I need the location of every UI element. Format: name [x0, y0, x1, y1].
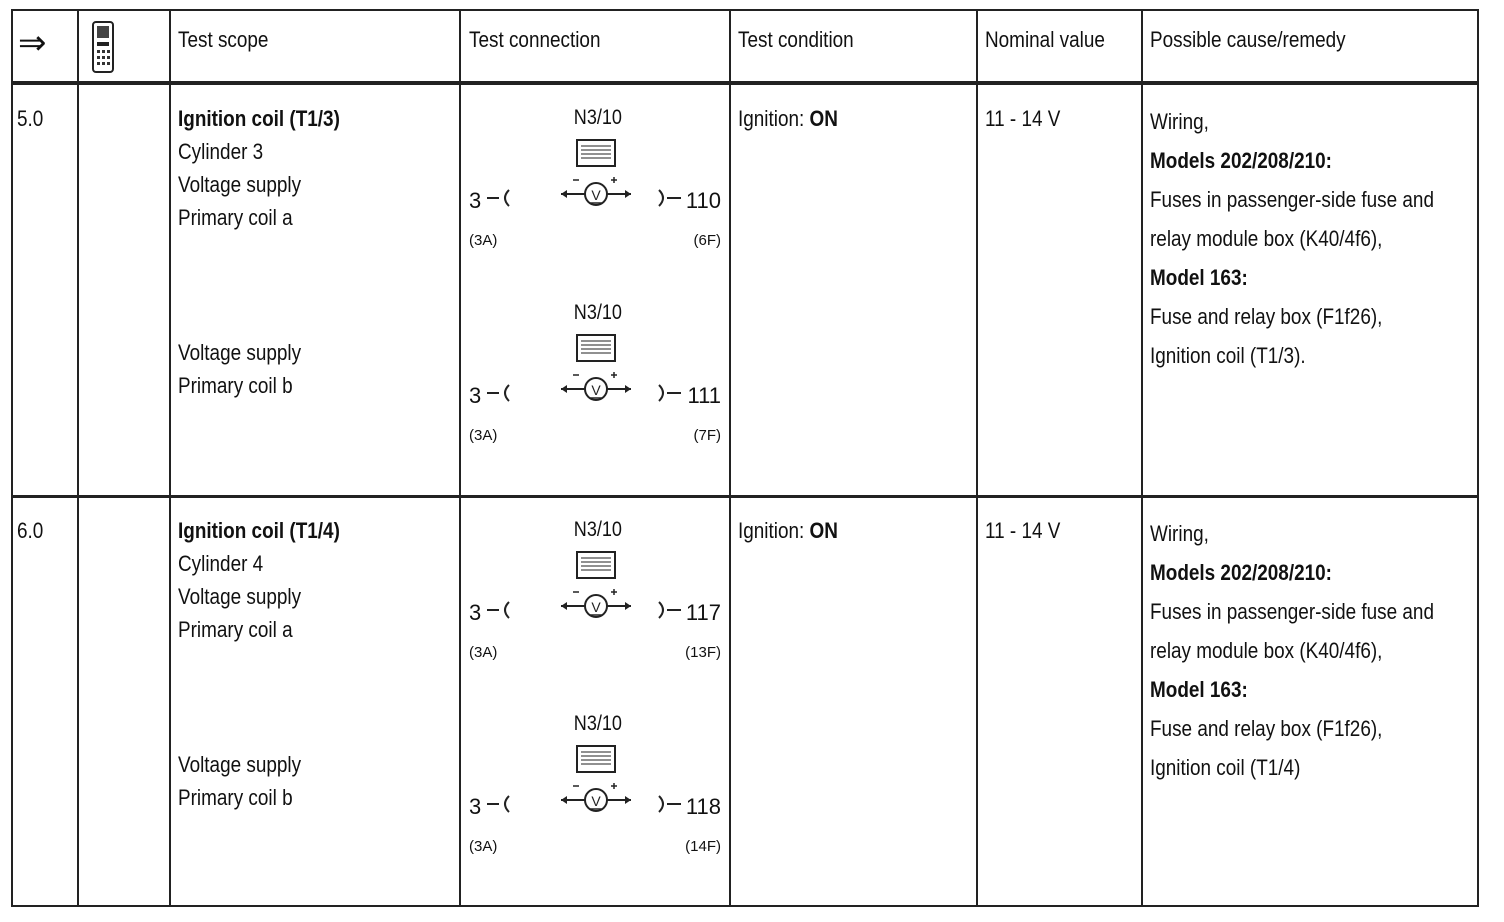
test-scope	[178, 102, 340, 234]
test-connection-diagram	[461, 506, 729, 686]
step-number: 6.0	[17, 518, 44, 543]
voltmeter-symbol	[461, 289, 729, 469]
condition-value: ON	[809, 518, 838, 543]
scope-line: Primary coil b	[178, 785, 293, 810]
scope-line: Primary coil a	[178, 617, 293, 642]
meter-label: V	[591, 599, 601, 615]
pin-left-sub: (3A)	[469, 427, 498, 444]
module-label: N3/10	[573, 712, 622, 735]
column-divider	[169, 9, 171, 907]
column-divider	[976, 9, 978, 907]
module-label: N3/10	[573, 106, 622, 129]
cause-line: Fuse and relay box (F1f26),	[1150, 716, 1383, 741]
cause-line: Fuses in passenger-side fuse and	[1150, 599, 1434, 624]
header-divider	[11, 81, 1479, 85]
voltmeter-symbol	[461, 700, 729, 880]
test-condition	[738, 514, 838, 547]
voltmeter-symbol	[461, 506, 729, 686]
module-label: N3/10	[573, 301, 622, 324]
pin-right-sub: (14F)	[685, 838, 721, 855]
scope-line: Cylinder 3	[178, 139, 264, 164]
column-divider	[729, 9, 731, 907]
cause-models: Models 202/208/210:	[1150, 148, 1332, 173]
step-number: 5.0	[17, 106, 44, 131]
test-connection-diagram	[461, 289, 729, 469]
module-label: N3/10	[573, 518, 622, 541]
header-possible-cause: Possible cause/remedy	[1150, 27, 1346, 52]
meter-label: V	[591, 382, 601, 398]
scope-line: Voltage supply	[178, 340, 302, 365]
nominal-value: 11 - 14 V	[985, 518, 1061, 543]
pin-left-sub: (3A)	[469, 644, 498, 661]
cause-line: Fuse and relay box (F1f26),	[1150, 304, 1383, 329]
test-connection-diagram	[461, 94, 729, 274]
scope-line: Voltage supply	[178, 172, 302, 197]
pin-left: 3	[469, 794, 482, 819]
condition-value: ON	[809, 106, 838, 131]
meter-label: V	[591, 793, 601, 809]
possible-cause	[1150, 102, 1434, 375]
voltmeter-symbol	[461, 94, 729, 274]
pin-left-sub: (3A)	[469, 232, 498, 249]
cause-line: Ignition coil (T1/4)	[1150, 755, 1301, 780]
scope-line: Primary coil a	[178, 205, 293, 230]
cause-line: Fuses in passenger-side fuse and	[1150, 187, 1434, 212]
test-scope-b	[178, 336, 301, 402]
scope-line: Primary coil b	[178, 373, 293, 398]
pin-right: 111	[687, 383, 721, 408]
nominal-value: 11 - 14 V	[985, 106, 1061, 131]
pin-right: 118	[685, 794, 721, 819]
possible-cause	[1150, 514, 1434, 787]
header-nominal-value: Nominal value	[985, 27, 1105, 52]
header-test-connection: Test connection	[469, 27, 601, 52]
cause-line: Wiring,	[1150, 521, 1209, 546]
arrow-icon: ⇒	[18, 24, 47, 62]
scope-line: Voltage supply	[178, 584, 302, 609]
test-condition	[738, 102, 838, 135]
header-test-condition: Test condition	[738, 27, 854, 52]
test-connection-diagram	[461, 700, 729, 880]
scope-line: Cylinder 4	[178, 551, 264, 576]
pin-left-sub: (3A)	[469, 838, 498, 855]
pin-left: 3	[469, 600, 482, 625]
handheld-tester-icon	[90, 20, 116, 74]
condition-label: Ignition:	[738, 518, 805, 543]
pin-left: 3	[469, 383, 482, 408]
pin-right-sub: (6F)	[693, 232, 721, 249]
cause-line: relay module box (K40/4f6),	[1150, 638, 1383, 663]
header-test-scope: Test scope	[178, 27, 269, 52]
pin-right-sub: (7F)	[693, 427, 721, 444]
scope-title: Ignition coil (T1/3)	[178, 106, 340, 131]
cause-models: Models 202/208/210:	[1150, 560, 1332, 585]
cause-models: Model 163:	[1150, 677, 1248, 702]
pin-right-sub: (13F)	[685, 644, 721, 661]
scope-title: Ignition coil (T1/4)	[178, 518, 340, 543]
pin-right: 117	[685, 600, 721, 625]
test-scope-b	[178, 748, 301, 814]
condition-label: Ignition:	[738, 106, 805, 131]
cause-line: Ignition coil (T1/3).	[1150, 343, 1306, 368]
meter-label: V	[591, 187, 601, 203]
cause-models: Model 163:	[1150, 265, 1248, 290]
pin-right: 110	[685, 188, 721, 213]
column-divider	[1141, 9, 1143, 907]
pin-left: 3	[469, 188, 482, 213]
cause-line: Wiring,	[1150, 109, 1209, 134]
row-divider	[11, 495, 1479, 498]
test-scope	[178, 514, 340, 646]
column-divider	[77, 9, 79, 907]
cause-line: relay module box (K40/4f6),	[1150, 226, 1383, 251]
scope-line: Voltage supply	[178, 752, 302, 777]
